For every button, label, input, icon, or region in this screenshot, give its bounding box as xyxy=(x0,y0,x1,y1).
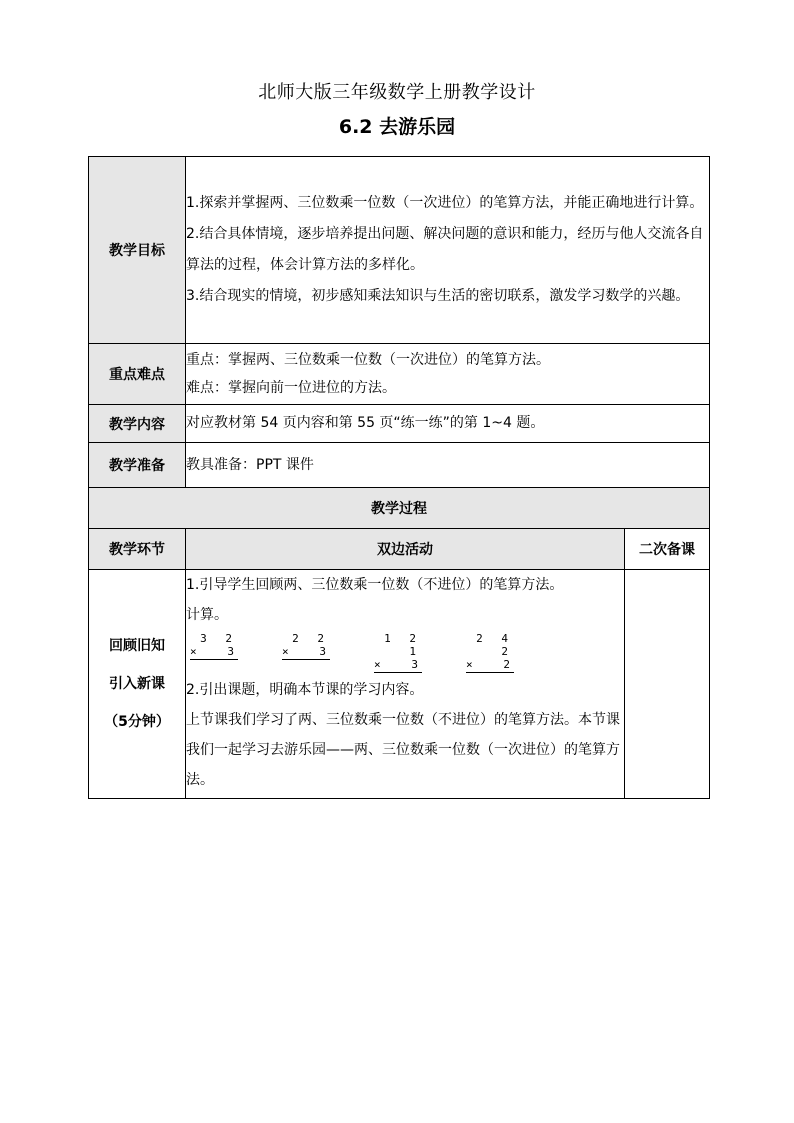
key-points-row xyxy=(89,344,710,405)
times-sign: × xyxy=(190,645,201,658)
objective-item: 1.探索并掌握两、三位数乘一位数（一次进位）的笔算方法，并能正确地进行计算。 xyxy=(186,195,704,211)
times-sign: × xyxy=(466,658,477,671)
multiplier: 3 xyxy=(319,645,330,658)
content-text: 对应教材第 54 页内容和第 55 页“练一练”的第 1~4 题。 xyxy=(186,405,710,443)
process-header-row xyxy=(89,529,710,570)
multiplicand: 1 2 1 xyxy=(384,632,422,658)
objectives-content xyxy=(186,157,710,344)
intro-stage-label xyxy=(89,570,186,799)
objectives-label: 教学目标 xyxy=(89,157,186,344)
lesson-plan-table xyxy=(88,156,710,799)
lesson-title: 6.2 去游乐园 xyxy=(338,116,456,138)
preparation-row xyxy=(89,443,710,488)
multiplier: 2 xyxy=(503,658,514,671)
stage-time: （5分钟） xyxy=(104,714,170,730)
column-notes-header: 二次备课 xyxy=(625,529,710,570)
objective-item: 3.结合现实的情境，初步感知乘法知识与生活的密切联系，激发学习数学的兴趣。 xyxy=(186,288,690,304)
stage-line: 引入新课 xyxy=(109,676,165,692)
intro-activity xyxy=(186,570,625,799)
document-header: 北师大版三年级数学上册教学设计 xyxy=(258,82,536,103)
content-row xyxy=(89,405,710,443)
vertical-calculation xyxy=(374,632,422,673)
times-sign: × xyxy=(374,658,385,671)
activity-line: 2.引出课题，明确本节课的学习内容。 xyxy=(186,682,424,698)
times-sign: × xyxy=(282,645,293,658)
calculation-exercises xyxy=(186,630,624,675)
content-label: 教学内容 xyxy=(89,405,186,443)
activity-line: 1.引导学生回顾两、三位数乘一位数（不进位）的笔算方法。 xyxy=(186,577,564,593)
preparation-label: 教学准备 xyxy=(89,443,186,488)
key-point-item: 重点：掌握两、三位数乘一位数（一次进位）的笔算方法。 xyxy=(186,352,550,368)
activity-line: 上节课我们学习了两、三位数乘一位数（不进位）的笔算方法。本节课我们一起学习去游乐园——两、三位数乘一位数（一次进位）的笔算方法。 xyxy=(186,712,620,788)
column-activity-header: 双边活动 xyxy=(186,529,625,570)
vertical-calculation xyxy=(190,632,238,673)
objective-item: 2.结合具体情境，逐步培养提出问题、解决问题的意识和能力，经历与他人交流各自算法的过程，体会计算方法的多样化。 xyxy=(186,226,704,273)
multiplier: 3 xyxy=(411,658,422,671)
multiplicand: 2 2 xyxy=(292,632,330,645)
preparation-text: 教具准备：PPT 课件 xyxy=(186,443,710,488)
process-section-title: 教学过程 xyxy=(89,488,710,529)
stage-line: 回顾旧知 xyxy=(109,638,165,654)
column-stage-header: 教学环节 xyxy=(89,529,186,570)
activity-line: 计算。 xyxy=(186,607,228,623)
vertical-calculation xyxy=(466,632,514,673)
multiplier: 3 xyxy=(227,645,238,658)
key-points-label: 重点难点 xyxy=(89,344,186,405)
objectives-row xyxy=(89,157,710,344)
intro-notes xyxy=(625,570,710,799)
multiplicand: 3 2 xyxy=(200,632,238,645)
multiplicand: 2 4 2 xyxy=(476,632,514,658)
key-points-content xyxy=(186,344,710,405)
process-section-row xyxy=(89,488,710,529)
key-point-item: 难点：掌握向前一位进位的方法。 xyxy=(186,380,396,396)
vertical-calculation xyxy=(282,632,330,673)
intro-row xyxy=(89,570,710,799)
